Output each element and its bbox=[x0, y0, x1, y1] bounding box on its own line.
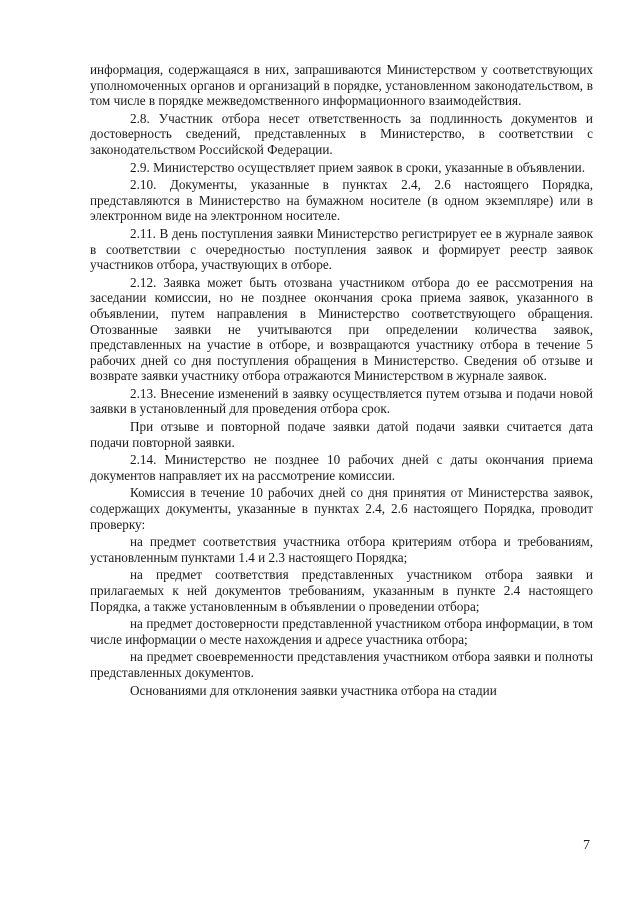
paragraph: на предмет достоверности представленной участником отбора информации, в том числе информации о месте нахождения и адресе участника отбора; bbox=[90, 616, 593, 647]
page-number: 7 bbox=[583, 838, 590, 853]
paragraph: на предмет соответствия участника отбора критериям отбора и требованиям, установленным пунктами 1.4 и 2.3 настоящего Порядка; bbox=[90, 534, 593, 565]
paragraph: 2.10. Документы, указанные в пунктах 2.4, 2.6 настоящего Порядка, представляются в Министерство на бумажном носителе (в одном экземпляре) или в электронном виде на электронном носителе. bbox=[90, 177, 593, 224]
paragraph: на предмет своевременности представления участником отбора заявки и полноты представленных документов. bbox=[90, 649, 593, 680]
paragraph: Комиссия в течение 10 рабочих дней со дня принятия от Министерства заявок, содержащих документы, указанные в пунктах 2.4, 2.6 настоящего Порядка, проводит проверку: bbox=[90, 485, 593, 532]
paragraph: 2.12. Заявка может быть отозвана участником отбора до ее рассмотрения на заседании комиссии, но не позднее окончания срока приема заявок, указанного в объявлении, путем направления в Министерство соответствующего обращения. Отозванные заявки не учитываются при определении количества заявок, представленных на участие в отборе, и возвращаются участнику отбора в течение 5 рабочих дней со дня поступления обращения в Министерство. Сведения об отзыве и возврате заявки участнику отбора отражаются Министерством в журнале заявок. bbox=[90, 274, 593, 384]
paragraph: 2.8. Участник отбора несет ответственность за подлинность документов и достоверность сведений, представленных в Министерство, в соответствии с законодательством Российской Федерации. bbox=[90, 110, 593, 157]
paragraph: 2.13. Внесение изменений в заявку осуществляется путем отзыва и подачи новой заявки в установленный для проведения отбора срок. bbox=[90, 385, 593, 417]
paragraph: 2.14. Министерство не позднее 10 рабочих дней с даты окончания приема документов направляет их на рассмотрение комиссии. bbox=[90, 452, 593, 483]
paragraph: 2.11. В день поступления заявки Министерство регистрирует ее в журнале заявок в соответствии с очередностью поступления заявок и формирует реестр заявок участников отбора, участвующих в отборе. bbox=[90, 225, 593, 273]
paragraph: информация, содержащаяся в них, запрашиваются Министерством у соответствующих уполномоченных органов и организаций в порядке, установленном законодательством, в том числе в порядке межведомственного информационного взаимодействия. bbox=[90, 62, 593, 109]
paragraph: Основаниями для отклонения заявки участника отбора на стадии bbox=[130, 682, 497, 698]
paragraph: При отзыве и повторной подаче заявки датой подачи заявки считается дата подачи повторной заявки. bbox=[90, 419, 593, 450]
paragraph: на предмет соответствия представленных участником отбора заявки и прилагаемых к ней документов требованиям, указанным в пункте 2.4 настоящего Порядка, а также установленным в объявлении о проведении отбора; bbox=[90, 567, 593, 614]
document-body bbox=[90, 62, 593, 700]
paragraph: 2.9. Министерство осуществляет прием заявок в сроки, указанные в объявлении. bbox=[130, 159, 586, 175]
